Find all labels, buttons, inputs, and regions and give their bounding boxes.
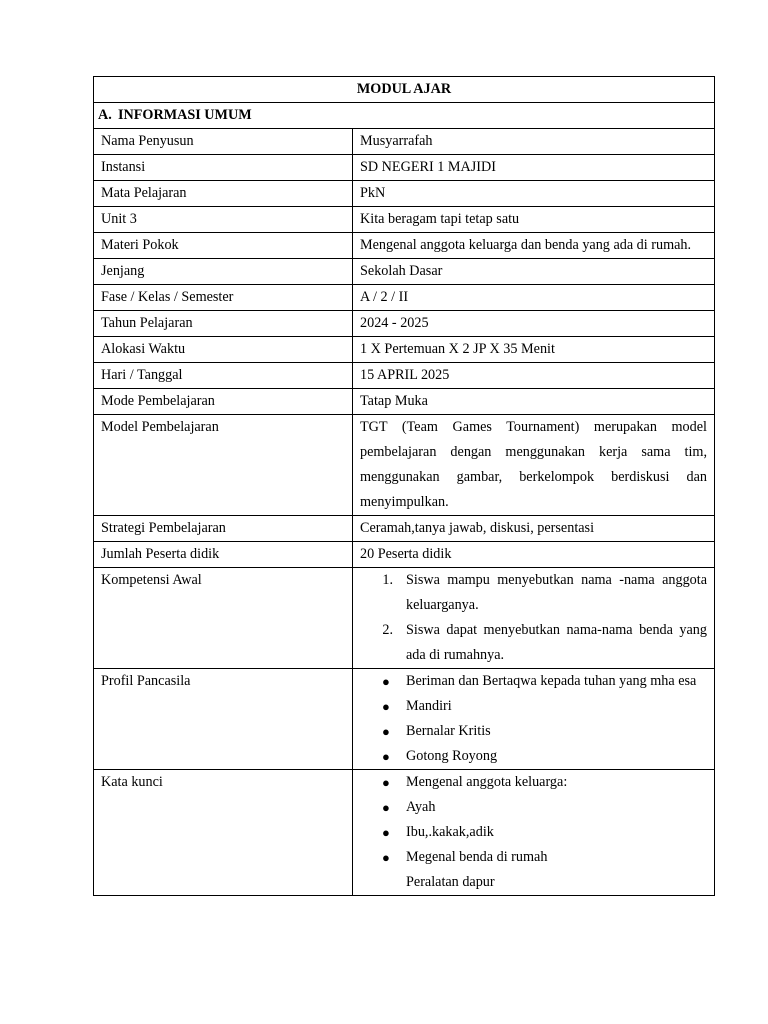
list-item-text: Mandiri [406,698,452,714]
info-value: Kita beragam tapi tetap satu [353,207,715,233]
list-item-text: Ibu,.kakak,adik [406,824,494,840]
info-value: Ceramah,tanya jawab, diskusi, persentasi [353,516,715,542]
list-item-text: Gotong Royong [406,748,498,764]
info-value: 20 Peserta didik [353,542,715,568]
info-value: Mengenal anggota keluarga dan benda yang ada di rumah. [353,233,715,259]
bullet-icon: ● [382,699,390,714]
bullet-icon: ● [382,674,390,689]
info-value: Musyarrafah [353,129,715,155]
bullet-icon: ● [382,724,390,739]
info-label: Tahun Pelajaran [94,311,353,337]
info-label: Kata kunci [94,770,353,896]
list-item [360,719,707,744]
info-value: 15 APRIL 2025 [353,363,715,389]
info-value: SD NEGERI 1 MAJIDI [353,155,715,181]
info-label: Materi Pokok [94,233,353,259]
info-row [94,259,715,285]
bullet-icon: ● [382,850,390,865]
info-row [94,389,715,415]
list-item-text: Ayah [406,799,436,815]
list-item [360,618,707,668]
section-label: INFORMASI UMUM [118,107,252,123]
info-label: Strategi Pembelajaran [94,516,353,542]
list-item-text: Beriman dan Bertaqwa kepada tuhan yang mha esa [406,673,697,689]
info-value: Tatap Muka [353,389,715,415]
info-row [94,311,715,337]
info-row [94,337,715,363]
list-item-text: Megenal benda di rumah [406,849,548,865]
info-label: Profil Pancasila [94,669,353,770]
info-row [94,233,715,259]
section-letter: A. [98,107,112,123]
info-row [94,363,715,389]
bullet-icon: ● [382,775,390,790]
info-value: 1 X Pertemuan X 2 JP X 35 Menit [353,337,715,363]
section-row [94,103,715,129]
info-row [94,285,715,311]
info-label: Kompetensi Awal [94,568,353,669]
info-label: Nama Penyusun [94,129,353,155]
info-label: Mode Pembelajaran [94,389,353,415]
info-value: Sekolah Dasar [353,259,715,285]
bullet-icon: ● [382,800,390,815]
profil-pancasila-row [94,669,715,770]
info-row [94,516,715,542]
info-label: Alokasi Waktu [94,337,353,363]
info-row [94,129,715,155]
info-value [353,770,715,896]
document-title: MODUL AJAR [94,77,715,103]
list-item-text: Bernalar Kritis [406,723,491,739]
list-number: 1. [382,572,393,588]
list-item [360,820,707,845]
info-row [94,542,715,568]
list-item [360,669,707,694]
kata-kunci-row [94,770,715,896]
info-value: PkN [353,181,715,207]
modul-ajar-table [93,76,715,896]
list-item [360,744,707,769]
info-label: Fase / Kelas / Semester [94,285,353,311]
list-item [360,770,707,795]
info-value [353,669,715,770]
info-label: Jenjang [94,259,353,285]
list-number: 2. [382,622,393,638]
section-heading [94,103,715,129]
list-continuation: Peralatan dapur [406,874,495,890]
bullet-list [360,770,707,870]
list-item-text: Siswa dapat menyebutkan nama-nama benda yang ada di rumahnya. [406,622,707,663]
info-label: Mata Pelajaran [94,181,353,207]
info-label: Jumlah Peserta didik [94,542,353,568]
info-value [353,568,715,669]
bullet-icon: ● [382,825,390,840]
info-row [94,155,715,181]
list-item [360,795,707,820]
info-label: Instansi [94,155,353,181]
list-item [360,694,707,719]
title-row [94,77,715,103]
list-item [360,845,707,870]
info-value: 2024 - 2025 [353,311,715,337]
info-label: Model Pembelajaran [94,415,353,516]
bullet-list [360,669,707,769]
info-value: TGT (Team Games Tournament) merupakan model pembelajaran dengan menggunakan kerja sama tim, menggunakan gambar, berkelompok berdiskusi dan menyimpulkan. [353,415,715,516]
numbered-list [360,568,707,668]
kompetensi-awal-row [94,568,715,669]
list-item-text: Siswa mampu menyebutkan nama -nama anggota keluarganya. [406,572,707,613]
info-row [94,181,715,207]
info-row [94,415,715,516]
bullet-icon: ● [382,749,390,764]
info-label: Unit 3 [94,207,353,233]
list-item [360,568,707,618]
list-item-text: Mengenal anggota keluarga: [406,774,568,790]
info-label: Hari / Tanggal [94,363,353,389]
info-value: A / 2 / II [353,285,715,311]
info-row [94,207,715,233]
